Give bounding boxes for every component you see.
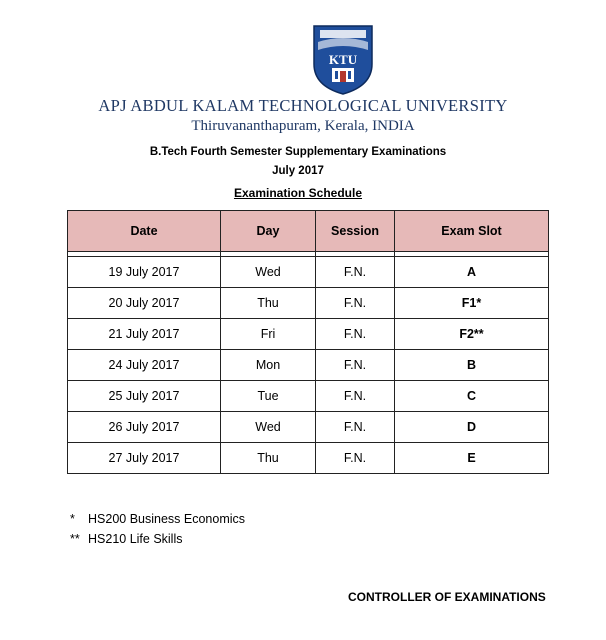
day-cell: Thu <box>221 443 316 474</box>
column-header-exam-slot: Exam Slot <box>395 211 549 252</box>
table-row <box>68 257 549 288</box>
date-cell: 21 July 2017 <box>68 319 221 350</box>
day-cell: Thu <box>221 288 316 319</box>
day-cell: Fri <box>221 319 316 350</box>
date-cell: 24 July 2017 <box>68 350 221 381</box>
footnote-single-asterisk <box>70 512 245 526</box>
day-cell: Wed <box>221 412 316 443</box>
footnote-mark: ** <box>70 532 80 546</box>
column-header-day: Day <box>221 211 316 252</box>
slot-cell: F1* <box>395 288 549 319</box>
day-cell: Mon <box>221 350 316 381</box>
day-cell: Wed <box>221 257 316 288</box>
date-cell: 25 July 2017 <box>68 381 221 412</box>
university-location: Thiruvananthapuram, Kerala, INDIA <box>191 118 415 134</box>
session-cell: F.N. <box>316 257 395 288</box>
slot-cell: B <box>395 350 549 381</box>
table-row <box>68 381 549 412</box>
column-header-date: Date <box>68 211 221 252</box>
table-row <box>68 350 549 381</box>
table-row <box>68 443 549 474</box>
university-logo <box>310 24 376 96</box>
date-cell: 20 July 2017 <box>68 288 221 319</box>
university-name: APJ ABDUL KALAM TECHNOLOGICAL UNIVERSITY <box>98 96 508 115</box>
date-cell: 27 July 2017 <box>68 443 221 474</box>
session-cell: F.N. <box>316 412 395 443</box>
session-cell: F.N. <box>316 350 395 381</box>
logo-text: KTU <box>328 52 358 67</box>
day-cell: Tue <box>221 381 316 412</box>
slot-cell: E <box>395 443 549 474</box>
footnote-mark: * <box>70 512 75 526</box>
date-cell: 19 July 2017 <box>68 257 221 288</box>
exam-schedule-table <box>67 210 549 474</box>
slot-cell: A <box>395 257 549 288</box>
slot-cell: D <box>395 412 549 443</box>
footnote-double-asterisk <box>70 532 183 546</box>
session-cell: F.N. <box>316 381 395 412</box>
table-header-row <box>68 211 549 252</box>
session-cell: F.N. <box>316 443 395 474</box>
footnote-text: HS200 Business Economics <box>88 512 246 526</box>
table-row <box>68 412 549 443</box>
controller-signature: CONTROLLER OF EXAMINATIONS <box>348 590 546 604</box>
date-cell: 26 July 2017 <box>68 412 221 443</box>
schedule-heading: Examination Schedule <box>233 186 363 200</box>
exam-month: July 2017 <box>272 165 324 177</box>
column-header-session: Session <box>316 211 395 252</box>
slot-cell: C <box>395 381 549 412</box>
table-row <box>68 319 549 350</box>
table-row <box>68 288 549 319</box>
exam-title: B.Tech Fourth Semester Supplementary Examinations <box>149 146 447 158</box>
footnote-text: HS210 Life Skills <box>88 532 183 546</box>
session-cell: F.N. <box>316 319 395 350</box>
slot-cell: F2** <box>395 319 549 350</box>
session-cell: F.N. <box>316 288 395 319</box>
